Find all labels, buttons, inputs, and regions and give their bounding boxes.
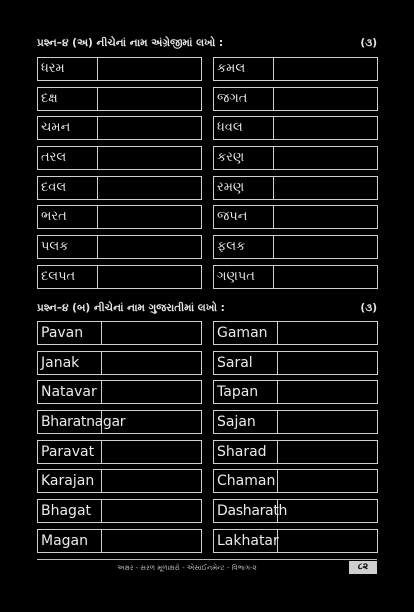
exercise-row bbox=[37, 440, 377, 464]
exercise-cell bbox=[37, 380, 202, 404]
exercise-cell bbox=[213, 529, 378, 553]
exercise-cell bbox=[213, 351, 378, 375]
exercise-row bbox=[37, 380, 377, 404]
exercise-cell bbox=[213, 440, 378, 464]
exercise-row bbox=[37, 205, 377, 229]
exercise-cell bbox=[37, 469, 202, 493]
given-name: કમલ bbox=[214, 58, 274, 80]
exercise-cell bbox=[213, 176, 378, 200]
answer-box[interactable] bbox=[275, 500, 377, 522]
exercise-cell bbox=[213, 57, 378, 81]
given-name: Karajan bbox=[38, 470, 102, 492]
given-name: Janak bbox=[38, 352, 102, 374]
given-name: Lakhatar bbox=[214, 530, 278, 552]
exercise-row bbox=[37, 116, 377, 140]
answer-box[interactable] bbox=[99, 58, 201, 80]
page-number: ૮૨ bbox=[349, 561, 377, 574]
exercise-cell bbox=[37, 205, 202, 229]
exercise-cell bbox=[213, 469, 378, 493]
answer-box[interactable] bbox=[99, 177, 201, 199]
exercise-cell bbox=[213, 380, 378, 404]
given-name: ધવલ bbox=[214, 117, 274, 139]
given-name: જપન bbox=[214, 206, 274, 228]
exercise-cell bbox=[37, 410, 202, 434]
answer-box[interactable] bbox=[275, 236, 377, 258]
given-name: Saral bbox=[214, 352, 278, 374]
answer-box[interactable] bbox=[275, 177, 377, 199]
answer-box[interactable] bbox=[275, 88, 377, 110]
exercise-cell bbox=[37, 529, 202, 553]
section-a-heading bbox=[37, 37, 377, 53]
exercise-cell bbox=[37, 351, 202, 375]
answer-box[interactable] bbox=[99, 117, 201, 139]
exercise-cell bbox=[37, 321, 202, 345]
exercise-row bbox=[37, 87, 377, 111]
given-name: Bhagat bbox=[38, 500, 102, 522]
given-name: તરલ bbox=[38, 147, 98, 169]
given-name: કરણ bbox=[214, 147, 274, 169]
given-name: Tapan bbox=[214, 381, 278, 403]
exercise-cell bbox=[213, 265, 378, 289]
given-name: Chaman bbox=[214, 470, 278, 492]
answer-box[interactable] bbox=[275, 147, 377, 169]
given-name: રમણ bbox=[214, 177, 274, 199]
answer-box[interactable] bbox=[99, 352, 201, 374]
answer-box[interactable] bbox=[99, 206, 201, 228]
exercise-cell bbox=[37, 116, 202, 140]
section-a-marks: (૩) bbox=[360, 37, 377, 49]
given-name: Pavan bbox=[38, 322, 102, 344]
exercise-row bbox=[37, 499, 377, 523]
section-b-heading bbox=[37, 302, 377, 318]
given-name: ભરત bbox=[38, 206, 98, 228]
exercise-cell bbox=[213, 205, 378, 229]
answer-box[interactable] bbox=[99, 441, 201, 463]
footer-text: અક્ષર - સરળ મૂળાક્ષરો - એસાઈનમેન્ટ - વિભાગ-૨ bbox=[117, 564, 257, 572]
given-name: Paravat bbox=[38, 441, 102, 463]
answer-box[interactable] bbox=[99, 236, 201, 258]
section-b-marks: (૩) bbox=[360, 302, 377, 314]
answer-box[interactable] bbox=[275, 352, 377, 374]
exercise-cell bbox=[37, 440, 202, 464]
given-name: ફલક bbox=[214, 236, 274, 258]
exercise-cell bbox=[213, 87, 378, 111]
answer-box[interactable] bbox=[275, 530, 377, 552]
exercise-cell bbox=[37, 499, 202, 523]
exercise-cell bbox=[213, 116, 378, 140]
given-name: Sharad bbox=[214, 441, 278, 463]
exercise-row bbox=[37, 321, 377, 345]
exercise-cell bbox=[37, 87, 202, 111]
given-name: Natavar bbox=[38, 381, 102, 403]
answer-box[interactable] bbox=[99, 530, 201, 552]
answer-box[interactable] bbox=[99, 266, 201, 288]
given-name: દલપત bbox=[38, 266, 98, 288]
answer-box[interactable] bbox=[275, 58, 377, 80]
exercise-cell bbox=[37, 176, 202, 200]
given-name: ગણપત bbox=[214, 266, 274, 288]
exercise-cell bbox=[213, 499, 378, 523]
given-name: Magan bbox=[38, 530, 102, 552]
exercise-cell bbox=[37, 57, 202, 81]
exercise-row bbox=[37, 265, 377, 289]
exercise-cell bbox=[37, 235, 202, 259]
answer-box[interactable] bbox=[275, 411, 377, 433]
given-name: દવલ bbox=[38, 177, 98, 199]
exercise-cell bbox=[213, 321, 378, 345]
footer-divider bbox=[37, 559, 377, 560]
exercise-cell bbox=[37, 146, 202, 170]
answer-box[interactable] bbox=[275, 117, 377, 139]
exercise-cell bbox=[37, 265, 202, 289]
answer-box[interactable] bbox=[99, 500, 201, 522]
given-name: પલક bbox=[38, 236, 98, 258]
given-name: દક્ષ bbox=[38, 88, 98, 110]
answer-box[interactable] bbox=[275, 206, 377, 228]
given-name: Bharatnagar bbox=[38, 411, 102, 433]
answer-box[interactable] bbox=[275, 381, 377, 403]
exercise-row bbox=[37, 351, 377, 375]
exercise-cell bbox=[213, 410, 378, 434]
exercise-row bbox=[37, 146, 377, 170]
answer-box[interactable] bbox=[99, 470, 201, 492]
given-name: Dasharath bbox=[214, 500, 278, 522]
exercise-cell bbox=[213, 235, 378, 259]
section-b-title: પ્રશ્ન–૪ (બ) નીચેનાં નામ ગુજરાતીમાં લખો : bbox=[37, 302, 225, 314]
exercise-row bbox=[37, 235, 377, 259]
given-name: ધરમ bbox=[38, 58, 98, 80]
answer-box[interactable] bbox=[99, 88, 201, 110]
exercise-row bbox=[37, 57, 377, 81]
exercise-row bbox=[37, 529, 377, 553]
section-a-title: પ્રશ્ન–૪ (અ) નીચેનાં નામ અંગ્રેજીમાં લખો : bbox=[37, 37, 224, 49]
given-name: ચમન bbox=[38, 117, 98, 139]
answer-box[interactable] bbox=[275, 441, 377, 463]
answer-box[interactable] bbox=[99, 147, 201, 169]
exercise-row bbox=[37, 469, 377, 493]
section-a-grid bbox=[37, 57, 377, 295]
exercise-cell bbox=[213, 146, 378, 170]
given-name: જગત bbox=[214, 88, 274, 110]
answer-box[interactable] bbox=[275, 322, 377, 344]
given-name: Gaman bbox=[214, 322, 278, 344]
exercise-row bbox=[37, 176, 377, 200]
answer-box[interactable] bbox=[275, 470, 377, 492]
answer-box[interactable] bbox=[99, 322, 201, 344]
answer-box[interactable] bbox=[99, 381, 201, 403]
exercise-row bbox=[37, 410, 377, 434]
answer-box[interactable] bbox=[99, 411, 201, 433]
given-name: Sajan bbox=[214, 411, 278, 433]
section-b-grid bbox=[37, 321, 377, 559]
answer-box[interactable] bbox=[275, 266, 377, 288]
